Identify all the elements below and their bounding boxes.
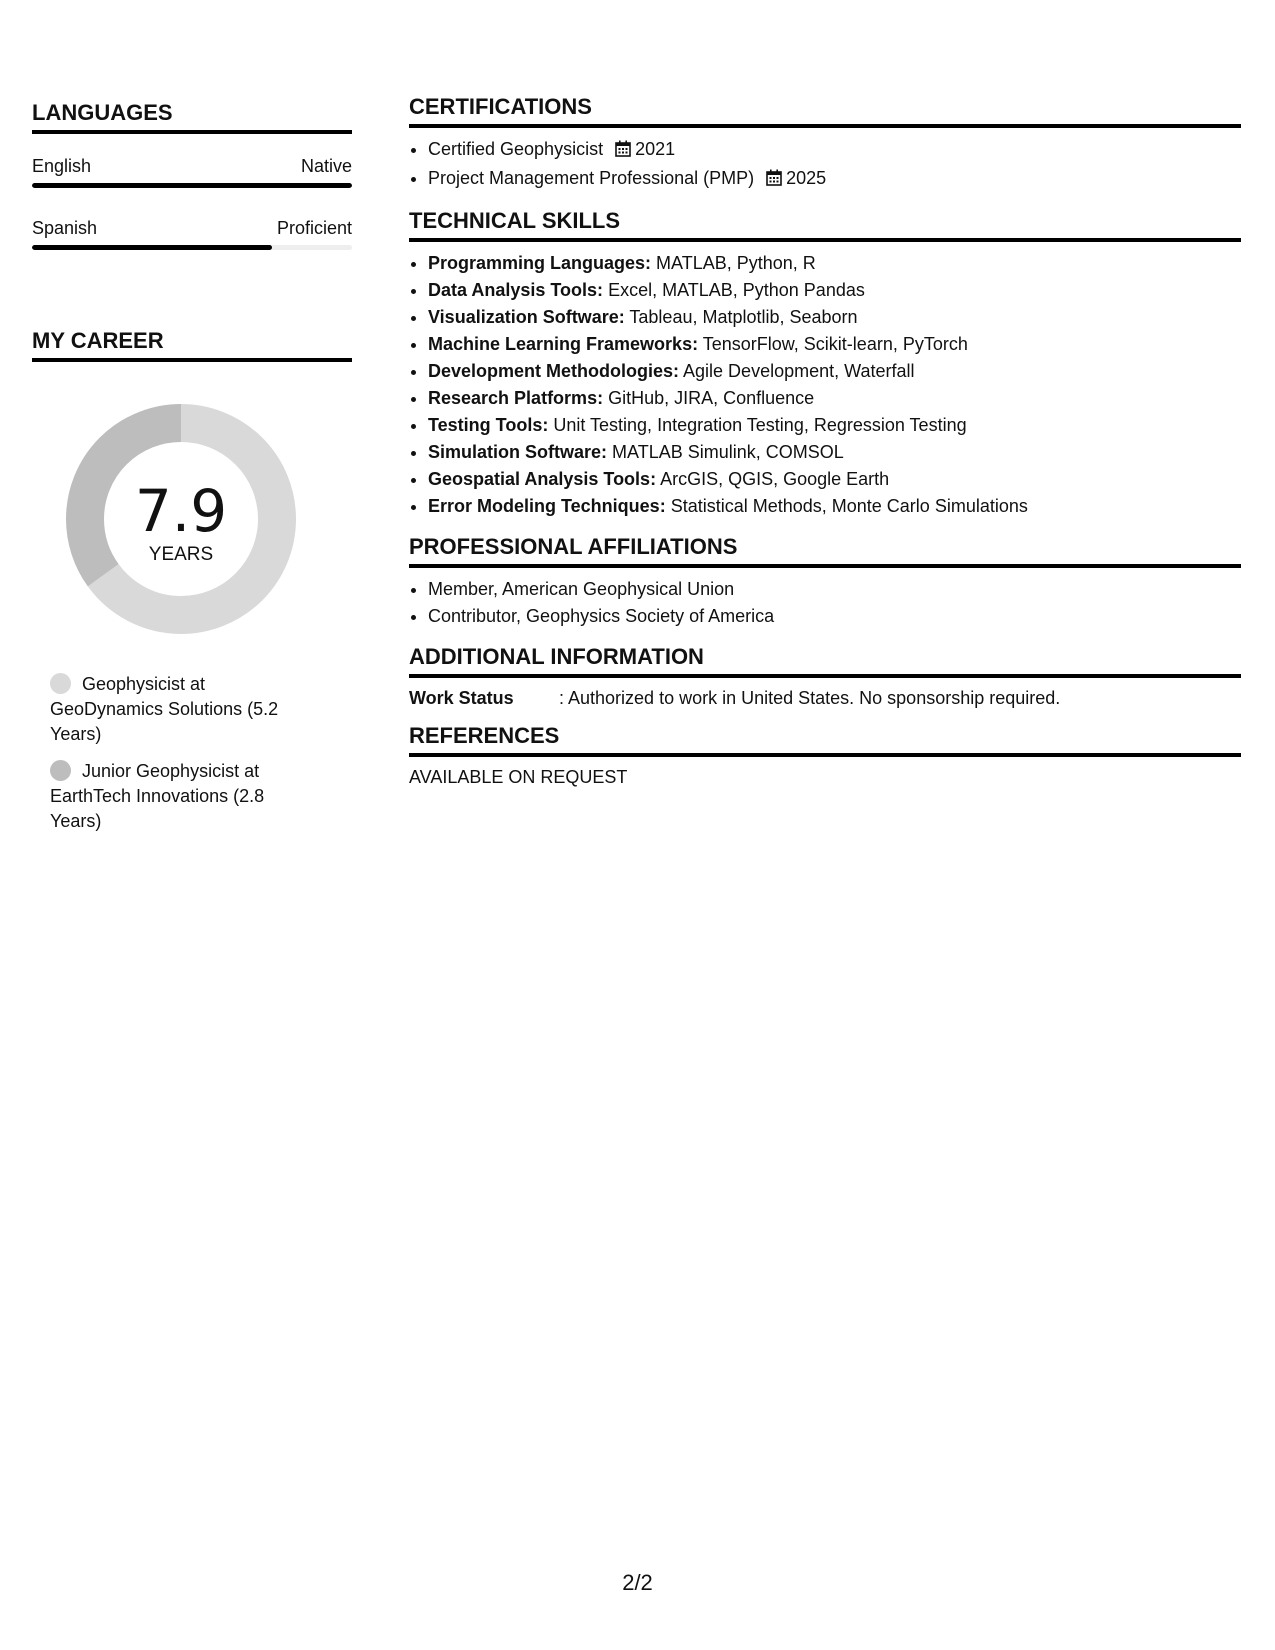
career-legend-item xyxy=(50,759,310,834)
skill-item xyxy=(428,439,1241,466)
language-level: Native xyxy=(300,156,352,176)
language-level: Proficient xyxy=(276,218,352,238)
work-status-row xyxy=(409,688,1241,709)
skill-value: Statistical Methods, Monte Carlo Simulations xyxy=(670,496,1028,516)
technical-skills-section xyxy=(409,208,1241,520)
certification-item xyxy=(428,136,1241,165)
page-number: 2/2 xyxy=(622,1570,653,1595)
skill-label: Simulation Software: xyxy=(428,442,608,462)
career-section xyxy=(32,328,352,834)
skill-value: TensorFlow, Scikit-learn, PyTorch xyxy=(702,334,968,354)
language-proficiency-bar xyxy=(32,245,352,250)
skill-value: Unit Testing, Integration Testing, Regression Testing xyxy=(553,415,967,435)
references-text: AVAILABLE ON REQUEST xyxy=(409,767,628,787)
skill-value: ArcGIS, QGIS, Google Earth xyxy=(660,469,890,489)
skill-item xyxy=(428,304,1241,331)
skill-label: Research Platforms: xyxy=(428,388,604,408)
skill-item xyxy=(428,493,1241,520)
career-role-label: Geophysicist at GeoDynamics Solutions (5.2 Years) xyxy=(50,674,279,744)
skill-item xyxy=(428,385,1241,412)
total-years-value: 7.9 xyxy=(134,477,228,545)
skill-label: Development Methodologies: xyxy=(428,361,680,381)
technical-skills-heading: TECHNICAL SKILLS xyxy=(409,208,1241,242)
certifications-section xyxy=(409,94,1241,194)
work-status-label: Work Status xyxy=(409,688,514,708)
references-heading: REFERENCES xyxy=(409,723,1241,757)
calendar-icon xyxy=(615,138,631,165)
skill-value: MATLAB, Python, R xyxy=(656,253,816,273)
additional-info-heading: ADDITIONAL INFORMATION xyxy=(409,644,1241,678)
languages-section xyxy=(32,100,352,250)
certification-name: Project Management Professional (PMP) xyxy=(428,168,755,188)
legend-dot xyxy=(50,760,71,781)
skill-label: Data Analysis Tools: xyxy=(428,280,604,300)
skill-item xyxy=(428,466,1241,493)
skill-label: Machine Learning Frameworks: xyxy=(428,334,699,354)
career-donut-chart xyxy=(66,404,296,634)
affiliations-heading: PROFESSIONAL AFFILIATIONS xyxy=(409,534,1241,568)
affiliations-section xyxy=(409,534,1241,630)
technical-skills-list xyxy=(409,250,1241,520)
skill-item xyxy=(428,412,1241,439)
skill-label: Visualization Software: xyxy=(428,307,625,327)
career-legend xyxy=(50,672,310,834)
skill-value: Agile Development, Waterfall xyxy=(683,361,915,381)
affiliations-list xyxy=(409,576,1241,630)
right-column xyxy=(409,94,1241,788)
work-status-value: : Authorized to work in United States. No sponsorship required. xyxy=(559,688,1061,708)
certifications-heading: CERTIFICATIONS xyxy=(409,94,1241,128)
language-name: English xyxy=(32,156,92,176)
skill-item xyxy=(428,277,1241,304)
certification-year: 2021 xyxy=(635,139,676,159)
skill-value: Tableau, Matplotlib, Seaborn xyxy=(629,307,858,327)
additional-info-section xyxy=(409,644,1241,709)
language-item xyxy=(32,218,352,250)
skill-value: Excel, MATLAB, Python Pandas xyxy=(608,280,865,300)
references-section xyxy=(409,723,1241,788)
skill-value: MATLAB Simulink, COMSOL xyxy=(612,442,844,462)
languages-list xyxy=(32,156,352,250)
language-row xyxy=(32,156,352,177)
skill-label: Programming Languages: xyxy=(428,253,652,273)
skill-item xyxy=(428,358,1241,385)
skill-item xyxy=(428,250,1241,277)
skill-value: GitHub, JIRA, Confluence xyxy=(608,388,815,408)
skill-label: Testing Tools: xyxy=(428,415,549,435)
skill-label: Geospatial Analysis Tools: xyxy=(428,469,657,489)
left-column xyxy=(32,100,352,846)
affiliation-item: • Contributor, Geophysics Society of America xyxy=(428,603,1241,630)
language-name: Spanish xyxy=(32,218,98,238)
legend-dot xyxy=(50,673,71,694)
language-proficiency-fill xyxy=(32,183,352,188)
language-row xyxy=(32,218,352,239)
certifications-list xyxy=(409,136,1241,194)
skill-label: Error Modeling Techniques: xyxy=(428,496,666,516)
donut-center xyxy=(66,404,296,634)
career-legend-item xyxy=(50,672,310,747)
language-proficiency-bar xyxy=(32,183,352,188)
skill-item xyxy=(428,331,1241,358)
calendar-icon xyxy=(766,167,782,194)
language-proficiency-fill xyxy=(32,245,272,250)
language-item xyxy=(32,156,352,188)
total-years-unit: YEARS xyxy=(148,544,214,565)
certification-year: 2025 xyxy=(786,168,827,188)
certification-name: Certified Geophysicist xyxy=(428,139,604,159)
certification-item xyxy=(428,165,1241,194)
career-role-label: Junior Geophysicist at EarthTech Innovations (2.8 Years) xyxy=(50,761,265,831)
career-heading: MY CAREER xyxy=(32,328,352,362)
affiliation-item: • Member, American Geophysical Union xyxy=(428,576,1241,603)
languages-heading: LANGUAGES xyxy=(32,100,352,134)
